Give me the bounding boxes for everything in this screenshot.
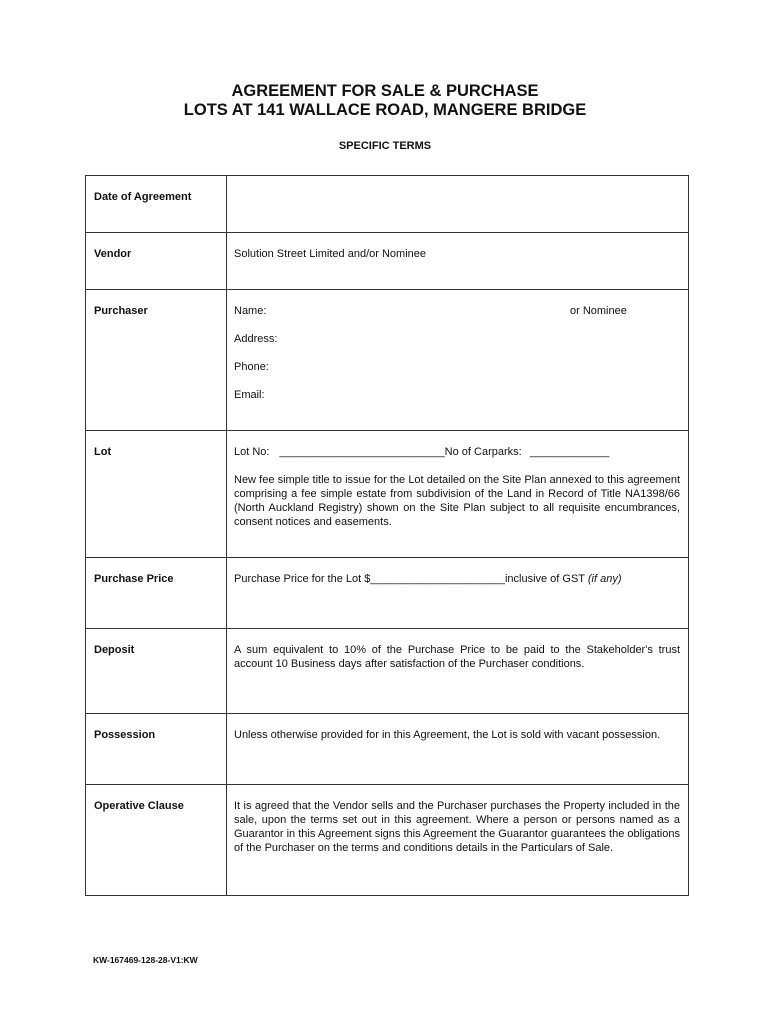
purchaser-email-label: Email: xyxy=(234,389,265,401)
document-reference: KW-167469-128-28-V1:KW xyxy=(93,955,198,965)
possession-text: Unless otherwise provided for in this Agreement, the Lot is sold with vacant possession. xyxy=(227,714,689,785)
purchaser-address-label: Address: xyxy=(234,333,278,345)
lot-description: New fee simple title to issue for the Lot detailed on the Site Plan annexed to this agreement comprising a fee simple estate from subdivision of the Land in Record of Title NA1398/66 (North Auckland Registry) shown on the Site Plan subject to all requisite encumbrances, consent notices and easements. xyxy=(234,474,680,528)
carparks-label: No of Carparks: xyxy=(444,446,522,458)
purchaser-details xyxy=(227,290,689,431)
table-row xyxy=(86,233,689,290)
purchaser-phone-label: Phone: xyxy=(234,361,269,373)
purchaser-label: Purchaser xyxy=(86,290,227,431)
deposit-text: A sum equivalent to 10% of the Purchase Price to be paid to the Stakeholder's trust account 10 Business days after satisfaction of the Purchaser conditions. xyxy=(227,629,689,714)
vendor-label: Vendor xyxy=(86,233,227,290)
document-title: AGREEMENT FOR SALE & PURCHASE xyxy=(231,82,539,100)
vendor-value: Solution Street Limited and/or Nominee xyxy=(227,233,689,290)
table-row xyxy=(86,558,689,629)
table-row xyxy=(86,290,689,431)
lot-no-blank: ___________________________ xyxy=(279,446,445,458)
price-note: (if any) xyxy=(587,573,622,585)
date-label: Date of Agreement xyxy=(86,176,227,233)
price-text: Purchase Price for the Lot $______________________inclusive of GST xyxy=(234,573,585,585)
lot-label: Lot xyxy=(86,431,227,558)
table-row xyxy=(86,785,689,896)
lot-details xyxy=(227,431,689,558)
specific-terms-table xyxy=(85,175,689,896)
operative-text: It is agreed that the Vendor sells and the Purchaser purchases the Property included in the sale, upon the terms set out in this agreement. Where a person or persons named as a Guarantor in this Agreement signs this Agreement the Guarantor guarantees the obligations of the Purchaser on the terms and conditions details in the Particulars of Sale. xyxy=(227,785,689,896)
price-details xyxy=(227,558,689,629)
table-row xyxy=(86,431,689,558)
purchaser-name-label: Name: xyxy=(234,305,267,317)
table-row xyxy=(86,176,689,233)
table-row xyxy=(86,714,689,785)
date-value xyxy=(227,176,689,233)
carparks-blank: _____________ xyxy=(529,446,610,458)
possession-label: Possession xyxy=(86,714,227,785)
lot-no-label: Lot No: xyxy=(234,446,270,458)
table-row xyxy=(86,629,689,714)
price-label: Purchase Price xyxy=(86,558,227,629)
deposit-label: Deposit xyxy=(86,629,227,714)
operative-label: Operative Clause xyxy=(86,785,227,896)
section-heading: SPECIFIC TERMS xyxy=(338,140,432,152)
purchaser-nominee-label: or Nominee xyxy=(570,305,627,317)
document-subtitle: LOTS AT 141 WALLACE ROAD, MANGERE BRIDGE xyxy=(183,101,587,119)
